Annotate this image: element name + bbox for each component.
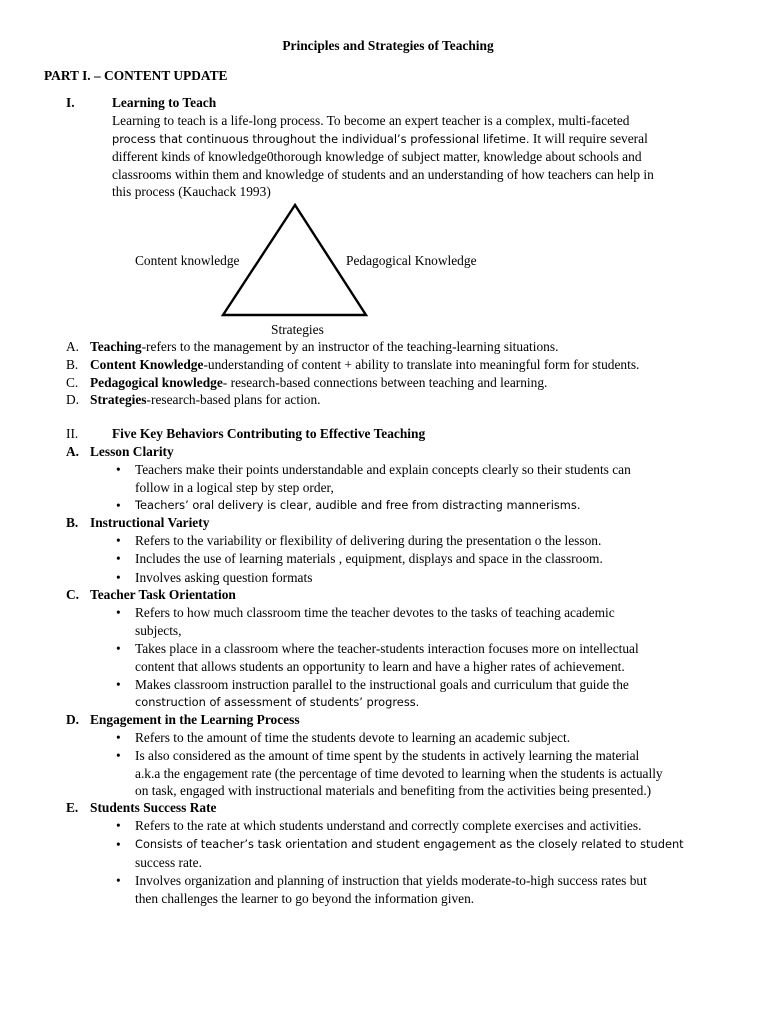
subsection-label: A.: [66, 444, 80, 459]
definition-text: -research-based plans for action.: [146, 392, 321, 407]
bullet-text: follow in a logical step by step order,: [135, 479, 334, 495]
bullet-glyph: •: [116, 570, 121, 585]
bullet-text: then challenges the learner to go beyond the information given.: [135, 890, 475, 906]
subsection-heading-teacher-task-orientation: [66, 586, 236, 604]
bullet-glyph: •: [116, 462, 121, 477]
bullet-text: Refers to the rate at which students understand and correctly complete exercises and activities.: [135, 818, 642, 833]
diagram-label-content-knowledge: Content knowledge: [135, 253, 240, 268]
subsection-heading-engagement: [66, 711, 300, 729]
bullet-text: subjects,: [135, 622, 182, 638]
diagram-label-strategies: Strategies: [271, 322, 324, 337]
diagram-label-pedagogical-knowledge: Pedagogical Knowledge: [346, 253, 477, 268]
bullet-glyph: •: [116, 605, 121, 620]
bullet-text: content that allows students an opportunity to learn and have a higher rates of achievement.: [135, 658, 625, 674]
definition-item: [66, 338, 558, 356]
bullet-text: Teachers make their points understandable and explain concepts clearly so their students can: [135, 462, 631, 477]
definition-item: [66, 391, 321, 409]
bullet-glyph: •: [116, 873, 121, 888]
bullet-text: construction of assessment of students’ progress.: [135, 694, 420, 709]
bullet-text: Is also considered as the amount of time spent by the students in actively learning the material: [135, 748, 640, 763]
bullet-text: on task, engaged with instructional materials and benefiting from the activities being presented.): [135, 783, 652, 799]
bullet-text: Involves asking question formats: [135, 570, 313, 585]
definition-label: A.: [66, 339, 80, 354]
subsection-heading-lesson-clarity: [66, 443, 174, 461]
subsection-heading-students-success-rate: [66, 799, 216, 817]
bullet-glyph: •: [116, 551, 121, 566]
bullet-glyph: •: [116, 641, 121, 656]
bullet-text: Involves organization and planning of instruction that yields moderate-to-high success rates but: [135, 873, 647, 888]
section-2-heading: Five Key Behaviors Contributing to Effective Teaching: [112, 426, 426, 441]
paragraph-line: different kinds of knowledge0thorough knowledge of subject matter, knowledge about schools and: [112, 149, 642, 165]
bullet-glyph: •: [116, 533, 121, 548]
subsection-title: Lesson Clarity: [90, 444, 174, 459]
bullet-glyph: •: [116, 748, 121, 763]
subsection-label: D.: [66, 712, 80, 727]
section-1-number: I.: [66, 95, 75, 110]
bullet-text: Consists of teacher’s task orientation and student engagement as the closely related to student: [135, 837, 684, 851]
bullet-glyph: •: [116, 677, 121, 692]
subsection-label: C.: [66, 587, 80, 602]
definition-term: Pedagogical knowledge: [90, 375, 223, 390]
subsection-heading-instructional-variety: [66, 514, 209, 532]
definition-term: Teaching: [90, 339, 142, 354]
subsection-label: E.: [66, 800, 79, 815]
definition-label: C.: [66, 375, 79, 390]
bullet-glyph: •: [116, 818, 121, 833]
subsection-title: Instructional Variety: [90, 515, 210, 530]
bullet-text: Refers to the amount of time the students devote to learning an academic subject.: [135, 730, 571, 745]
paragraph-line: Learning to teach is a life-long process. To become an expert teacher is a complex, multi-faceted: [112, 113, 630, 128]
paragraph-line-part: process that continuous throughout the individual’s professional lifetime.: [112, 131, 530, 146]
paragraph-line: classrooms within them and knowledge of students and an understanding of how teachers can help in: [112, 166, 654, 182]
part-heading: PART I. – CONTENT UPDATE: [44, 68, 228, 83]
paragraph-line-part: It will require several: [529, 130, 648, 146]
bullet-glyph: •: [116, 837, 121, 852]
definition-item: [66, 356, 639, 374]
section-1-heading: Learning to Teach: [112, 95, 217, 110]
subsection-title: Engagement in the Learning Process: [90, 712, 300, 727]
definition-label: B.: [66, 357, 79, 372]
definition-item: [66, 374, 547, 392]
bullet-text: Teachers’ oral delivery is clear, audible and free from distracting mannerisms.: [135, 498, 581, 512]
knowledge-triangle: [223, 205, 366, 315]
bullet-text: Makes classroom instruction parallel to the instructional goals and curriculum that guide the: [135, 677, 629, 692]
definition-text: -refers to the management by an instructor of the teaching-learning situations.: [141, 339, 559, 354]
section-2-number: II.: [66, 426, 79, 441]
bullet-text: Includes the use of learning materials , equipment, displays and space in the classroom.: [135, 551, 603, 566]
bullet-text: Refers to the variability or flexibility of delivering during the presentation o the lesson.: [135, 533, 602, 548]
definition-text: - research-based connections between teaching and learning.: [222, 375, 548, 390]
paragraph-line: this process (Kauchack 1993): [112, 184, 271, 200]
definition-label: D.: [66, 392, 80, 407]
subsection-label: B.: [66, 515, 79, 530]
bullet-glyph: •: [116, 730, 121, 745]
definition-term: Strategies: [90, 392, 147, 407]
subsection-title: Students Success Rate: [90, 800, 217, 815]
bullet-text: a.k.a the engagement rate (the percentage of time devoted to learning when the students is actually: [135, 765, 663, 781]
definition-text: -understanding of content + ability to translate into meaningful form for students.: [203, 357, 640, 372]
document-title: Principles and Strategies of Teaching: [282, 38, 494, 53]
bullet-glyph: •: [116, 498, 121, 513]
subsection-title: Teacher Task Orientation: [90, 587, 236, 602]
bullet-text: success rate.: [135, 854, 202, 870]
definition-term: Content Knowledge: [90, 357, 204, 372]
bullet-text: Takes place in a classroom where the teacher-students interaction focuses more on intellectual: [135, 641, 639, 656]
bullet-text: Refers to how much classroom time the teacher devotes to the tasks of teaching academic: [135, 605, 615, 620]
